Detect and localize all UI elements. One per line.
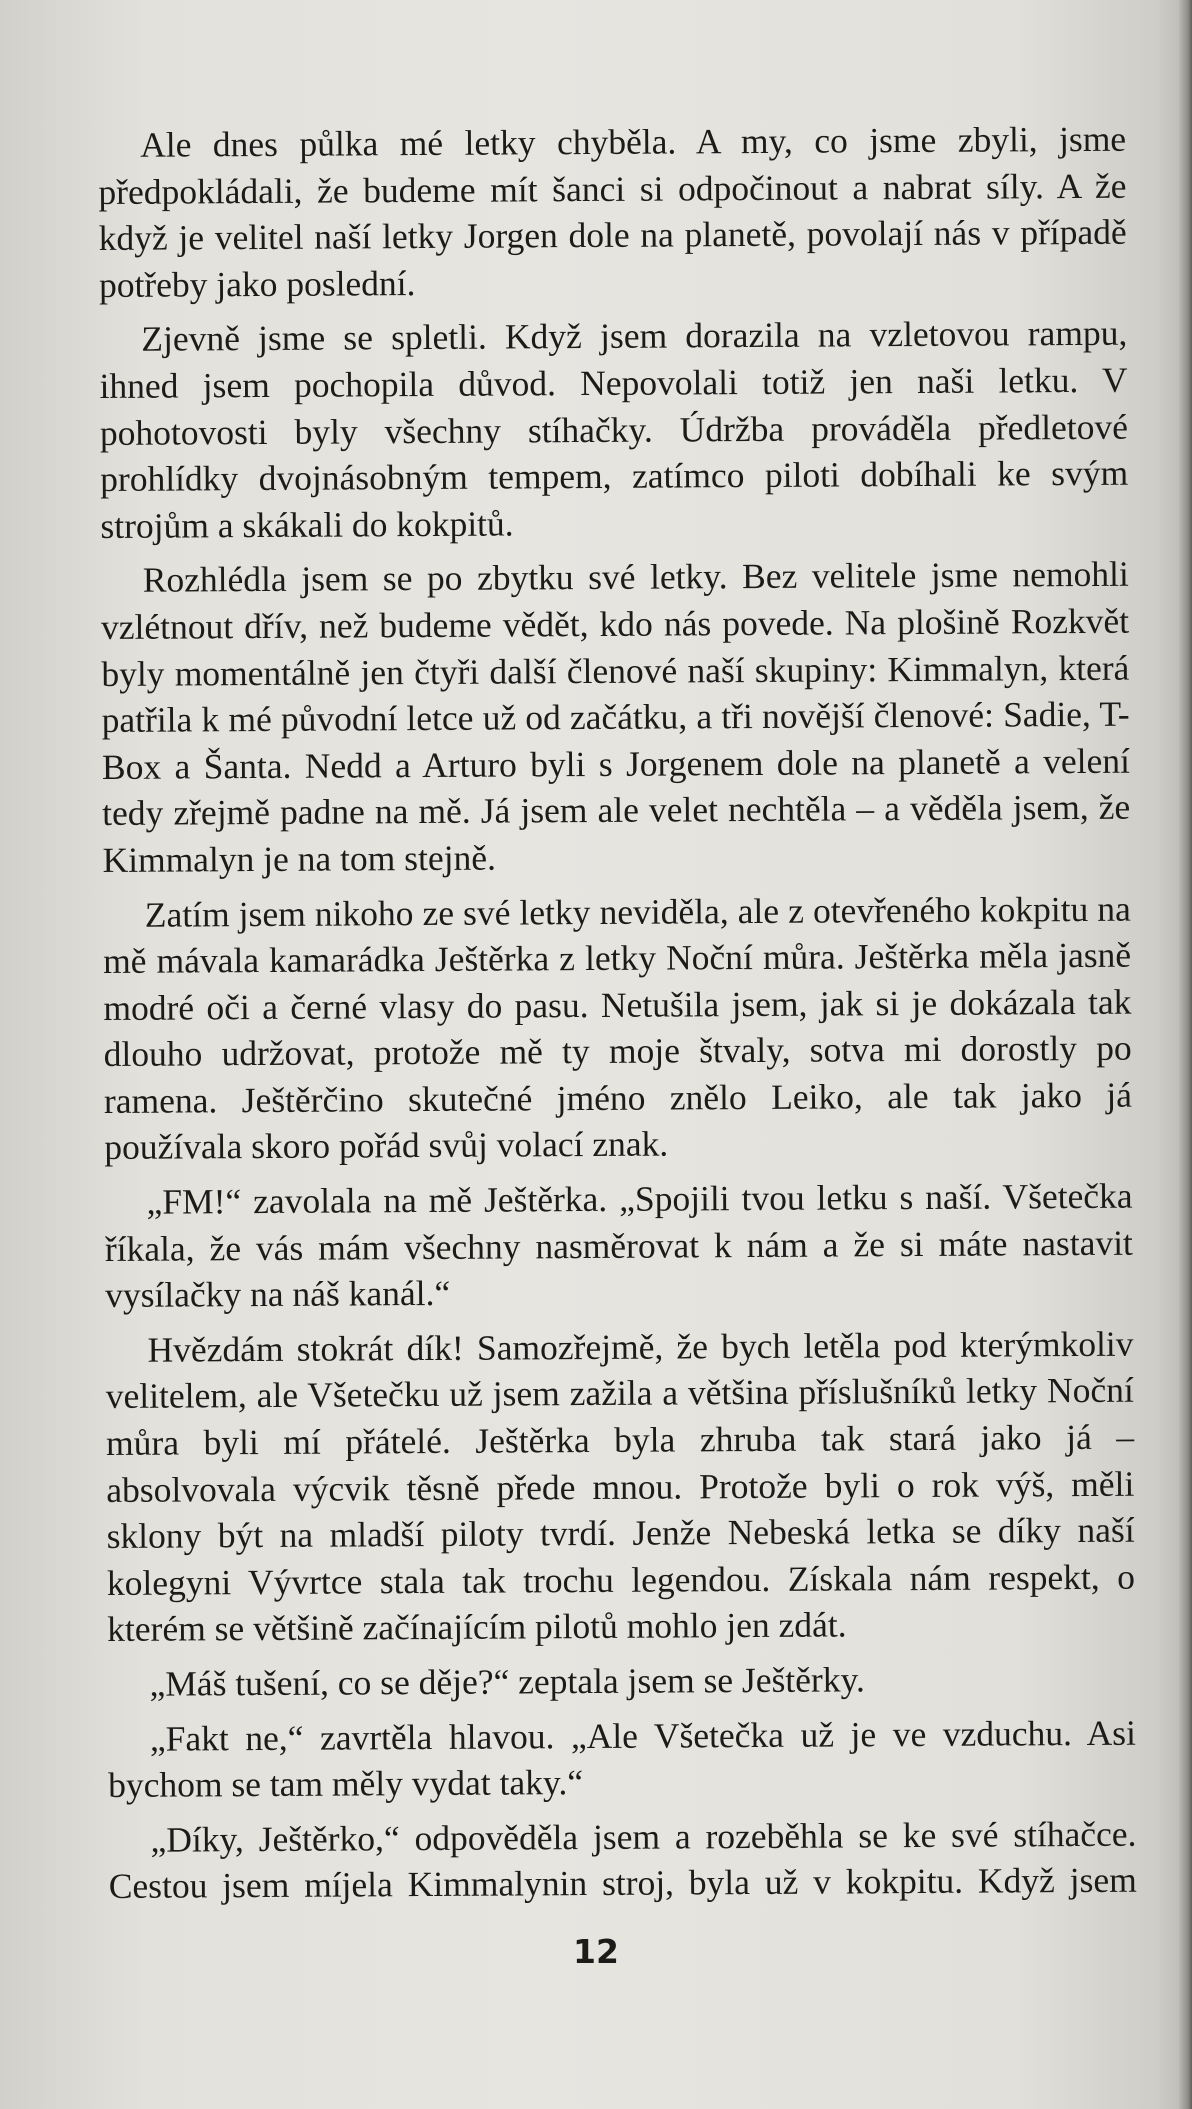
paragraph: Rozhlédla jsem se po zbytku své letky. Bez velitele jsme nemohli vzlétnout dřív, než budeme vědět, kdo nás povede. Na plošině Rozkvět byly momentálně jen čtyři další členové naší skupiny: Kimmalyn, která patřila k mé původní letce už od začátku, a tři novější členové: Sadie, T-Box a Šanta. Nedd a Arturo byli s Jorgenem dole na planetě a velení tedy zřejmě padne na mě. Já jsem ale velet nechtěla – a věděla jsem, že Kimmalyn je na tom stejně. — [100, 554, 1131, 880]
paragraph: „Máš tušení, co se děje?“ zeptala jsem se Ještěrky. — [149, 1659, 865, 1704]
paragraph: Zatím jsem nikoho ze své letky neviděla, ale z otevřeného kokpitu na mě mávala kamarádka Ještěrka z letky Noční můra. Ještěrka měla jasně modré oči a černé vlasy do pasu. Netušila jsem, jak si je dokázala tak dlouho udržovat, protože mě ty moje štvaly, sotva mi dorostly po ramena. Ještěrčino skutečné jméno znělo Leiko, ale tak jako já používala skoro pořád svůj volací znak. — [103, 888, 1133, 1168]
paragraph: „Fakt ne,“ zavrtěla hlavou. „Ale Všetečka už je ve vzduchu. Asi bychom se tam měly vydat taky.“ — [108, 1712, 1136, 1806]
paragraph: „Díky, Ještěrko,“ odpověděla jsem a rozeběhla se ke své stíhačce. Cestou jsem míjela Kimmalynin stroj, byla už v kokpitu. Když jsem — [108, 1813, 1137, 1907]
page-edge-shadow — [1178, 0, 1192, 2109]
paragraph: Ale dnes půlka mé letky chyběla. A my, co jsme zbyli, jsme předpokládali, že budeme mít šanci si odpočinout a nabrat síly. A že když je velitel naší letky Jorgen dole na planetě, povolají nás v případě potřeby jako poslední. — [98, 118, 1127, 305]
paragraph: Zjevně jsme se spletli. Když jsem dorazila na vzletovou rampu, ihned jsem pochopila důvod. Nepovolali totiž jen naši letku. V pohotovosti byly všechny stíhačky. Údržba prováděla předletové prohlídky dvojnásobným tempem, zatímco piloti dobíhali ke svým strojům a skákali do kokpitů. — [99, 313, 1129, 546]
paragraph: Hvězdám stokrát dík! Samozřejmě, že bych letěla pod kterýmkoliv velitelem, ale Všetečku už jsem zažila a většina příslušníků letky Noční můra byli mí přátelé. Ještěrka byla zhruba tak stará jako já – absolvovala výcvik těsně přede mnou. Protože byli o rok výš, měli sklony být na mladší piloty tvrdí. Jenže Nebeská letka se díky naší kolegyni Vývrtce stala tak trochu legendou. Získala nám respekt, o kterém se většině začínajícím pilotů mohlo jen zdát. — [105, 1323, 1136, 1650]
body-text — [98, 116, 1137, 1918]
page-number: 12 — [573, 1932, 619, 1971]
paragraph: „FM!“ zavolala na mě Ještěrka. „Spojili tvou letku s naší. Všetečka říkala, že vás mám všechny nasměrovat k nám a že si máte nastavit vysílačky na náš kanál.“ — [104, 1175, 1133, 1316]
